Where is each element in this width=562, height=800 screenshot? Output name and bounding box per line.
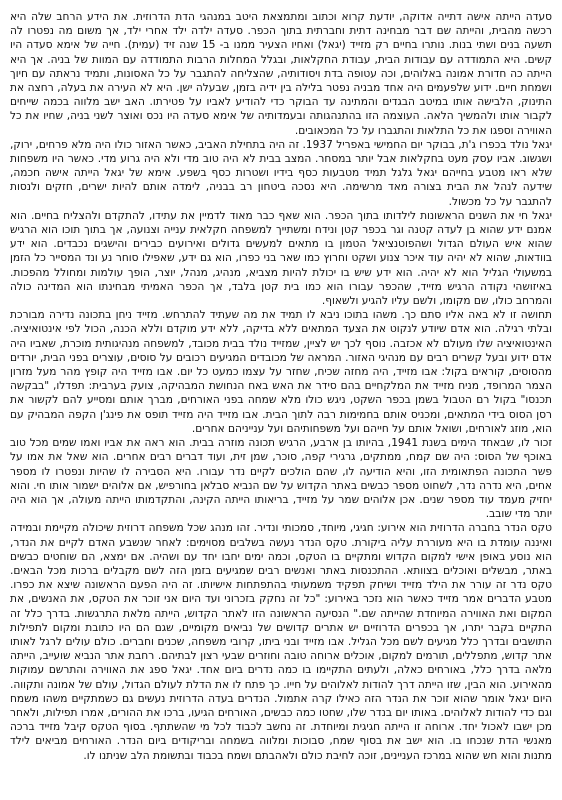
paragraph-vow-ceremony: טקס הנדר בחברה הדרוזית הוא אירוע: חגיגי, מיוחד, סמכותי ונדיר. זהו מנהג שכל משפחה דרוזית שיכולה מקיימת ובמידה ואיננה עומדת בו היא מעוררת עליה ביקורת. טקס הנדר נעשה בשלבים מסוימים: לאחר שנשבע האדם לקיים את הנדר, הוא נוסע באופן אישי למקום הקדוש ומתקיים בו הטקס, וכמה ימים יחבו יחד עם ושהיה. אם ימצא, הם שוחטים כבשים באתר, מבשלים ואוכלים בצוותא. ההתכנסות באתר ואנשים רבים שמגיעים בזמן הזה לשם מקבלים ברכות מכל הבאים. טקס נדר זה עורר את הילד מזייד ושיחק תפקיד משמעותי בהתפתחות אישיותו. זה היה הפעם הראשונה שיצא את כפרו. מטבע הדברים אמר מזייד כאשר הוא נזכר באירוע: "כל זה נחקק בזכרוני ועד היום אני זוכר את הטקס, את האנשים, את המקום ואת האווירה המיוחדת שהייתה שם." הנסיעה הראשונה הזו לאתר הקדוש, הייתה מלאת התרגשות. בדרך כלל זה התקיים בקבר יתרו, אך בכפרים הדרוזיים יש אתרים קדושים של נביאים מקומיים, שגם הם היו כתובת ומקום לתפילות התושבים ובדרך כלל מגיעים לשם מכל הגליל. אבו מזייד ובני ביתו, קרובי משפחה, שכנים וחברים. כולם עולים לרגל לאותו אתר קדוש, מתפללים, תורמים למקום, אוכלים ארוחה טובה וחוזרים שבעי רצון לבתיהם. רחבת אתר הנביא שועייב, הייתה מלאה בדרך כלל, באורחים כאלה, ולעתים התקיימו בו כמה נדרים ביום אחד. יגאל ספג את האווירה והתרשם עמוקות מהאירוע. הוא הבין, שזו הייתה דרך להודות לאלוהים על חייו. כך פתח לו את הדלת לעולם הגדול, עולם של אמונה ותקווה. היום יגאל אומר שהוא זוכר את הנדר הזה כאילו קרה אתמול. הנדרים בעדה הדרוזית נעשים גם כשמתקיים משהו משמח וגם כדי להודות לאלוהים. באותו יום בנדר שלו, שחטו כמה כבשים, האורחים הגיעו, ברכו את ההורים, אמרו תפילות, ולאחר מכן ישבו לאכול יחד. ארוחה זו הייתה חגיגית ומיוחדת. זה נחשב לכבוד לכל מי שהשתתף. בסוף הטקס קיבל מזייד ברכה מאנשי הדת שנכחו בו. הוא ישב את בסוף שמח, סבוכות ומלווה בשמחה ובריקודים ביום הנדר. האורחים מביאים לילד מתנות והוא חש שהוא במרכז העניינים, זוכה לחיבת כולם ולאהבתם ושמח בכבוד ובתשומת הלב שניתנו לו. (10, 522, 552, 762)
document-page (10, 10, 552, 792)
paragraph-childhood-ambitions: יגאל חי את השנים הראשונות לילדותו בתוך הכפר. הוא שאף כבר מאוד לדמיין את עתידו, להתקדם ולהצליח בחיים. הוא אמנם ידע שהוא בן לעדה קטנה וגר בכפר קטן ונידח ומשתייך למשפחה חקלאית ענייה וצנועה, אך בתוך תוכו הוא הרגיש שהוא איש העולם הגדול ושהפוטנציאל הטמון בו מתאים למעשים גדולים ואירועים כבירים והישגים נכבדים. הוא ידע בוודאות, שהוא לא יהיה עוד איכר צנוע ושקט וחרוץ כמו שאר בני כפרו, הוא גם ידע, שאפילו סוחר נע ונד המסייר כל הזמן במשעולי הגליל הוא לא יהיה. הוא ידע שיש בו יכולת להיות מצביא, מנהיג, מנהל, יוצר, הופך עולמות ומחולל מהפכות. באיזושהי נקודה הרגיש מזייד, שהכפר עבורו הוא כמו בית קטן בלבד, אך הכפר האמיתי מבחינתו הוא המדינה כולה והמרחב כולו, שם מקומו, ולשם עליו להגיע ולשאוף. (10, 209, 552, 308)
paragraph-intuition-and-guests: תחושה זו לא באה אליו סתם כך. משהו בתוכו ניבא לו תמיד את מה שעתיד להתרחש. מזייד ניחן בתכונה נדירה מבורכת ובלתי רגילה. הוא אדם שיודע לנקוט את הצעד המתאים ללא בדיקה, ללא ידע מוקדם וללא הכנה, הכול לפי אינטואיציה. האינטואיציה שלו מעולם לא אכזבה. נוסף לכך יש לציין, שמזייד נולד בבית מכובד, למשפחה מנהיגותית מוכרת, שאביו היה אדם ידוע ובעל קשרים רבים עם מנהיגי האזור. המראה של מכובדים המגיעים רכובים על סוסים, עוצרים בפני הבית, יורדים מהסוסים, קוראים בקול: אבו מזייד, היה מחזה שכיח, שחזר על עצמו כמעט כל יום. אבו מזייד היה קופץ מהר מעל מזרון הצמר המרופד, מניח מזייד את המלקחיים בהם סידר את האש באח הנחושת המבהיקה, צועק בערבית: תפדלו, "בבקשה תכנסו" בקול רם הטבול בשמן בכפר השקט, ניגש כולו מלא שמחה בפני האורחים, מברך אותם ומסייע להם לקשור את רסן הסוס בידי המתאים, ומכניס אותם בחמימות רבה לתוך הבית. אבו מזייד היה מזייד תופס את פינג'ן הקפה המבהיק עם הוא, מוזג לאורחים, ושואל אותם על חייהם ועל משפחותיהם ועל ענייניהם אחרים. (10, 309, 552, 435)
paragraph-birth-in-jat: יגאל נולד בכפרו ג'ת, בבוקר יום החמישי באפריל 1937. זה היה בתחילת האביב, כאשר האזור כולו היה מלא פרחים, ירוק, ושגשוג. אביו עסק מעט בחקלאות אבל יותר במסחר. המצב בבית לא היה טוב מדי ולא היה גרוע מדי. כאשר היו משפחות שלא ראו מטבע בחייהם יגאל גלגל תמיד מטבעות כסף בידיו ושטרות כסף בשפע. אימא של יגאל הייתה אישה חכמה, שידעה לנהל את הבית בצורה מאד מרשימה. היא נסכה ביטחון רב בבניה, לימדה אותם להיות ישרים, חזקים ולנסות להתגבר על כל מכשול. (10, 138, 552, 208)
paragraph-vow-1941: זכור לו, שבאחד הימים בשנת 1941, בהיותו בן ארבע, הרגיש תכונה מוזרה בבית. הוא ראה את אביו ואמו שמים מכל טוב באוכף של הסוס: היה שם קמח, ממתקים, גרגירי קפה, סוכר, שמן זית, ועוד דברים רבים אחרים. הוא שאל את אמו על פשר התכונה הפתאומית הזו, והיא הודיעה לו, שהם הולכים לקיים נדר עבורו. היא הסבירה לו שהיות ונפטרו לו מספר אחים, היא נדרה נדר, לשחוט מספר כבשים באתר הקדוש על שם הנביא סבלאן בחורפיש, אם אלוהים ישמור אותו חי. והוא יחזיק מעמד עוד מספר שנים. אכן אלוהים שמר על מזייד, בריאותו הייתה הקינה, והתקדמותו הייתה מעולה, אך הוא היה יותר מדי שובב. (10, 437, 552, 521)
paragraph-mother-saada: סעדה הייתה אישה דתייה אדוקה, יודעת קרוא וכתוב ומתמצאת היטב במנהגי הדת הדרוזית. את הידע הרחב שלה היא רכשה מהבית, והייתה שם דבר מבחינה דתית וחברתית בתוך הכפר. סעדה ילדה ילד אחרי ילד, אך משום מה נפטרו לה תשעה בנים ושתי בנות. נותרו בחיים רק מזייד (יגאל) ואחיו הצעיר ממנו ב- 15 שנה זיד (עמית). חייה של אימא סעדה היו קשים. היא התמודדה עם עבודות הבית, עבודת החקלאות, ובגלל המחלות הרבות התמודדה עם המוות של בניה. אך היא הייתה כה חדורת אמונה באלוהים, וכה עטופה בדת ויסודותיה, שהצליחה להתגבר על כל האסונות, ותמיד נראתה עם חיוך ושמחת חיים. ידוע שלפעמים היה אחד מבניה נפטר בלילה בין ידיה בזמן, שבעלה ישן. היא לא העירה את בעלה, רחצה את התינוק, הלבישה אותו במיטב הבגדים והמתינה עד הבוקר כדי להודיע לאביו על פטירתו. האב ישב מלווה בכמה שייחים לקבור אותו ולהמשיך הלאה. העוצמה הזו בהתנהגותה ובעמדותיה של אימא סעדה היו נכס ואוצר לשני בניה, שחיו את כל האווירה וספגו את כל התלאות והתגברו על כל המכאובים. (10, 11, 552, 137)
